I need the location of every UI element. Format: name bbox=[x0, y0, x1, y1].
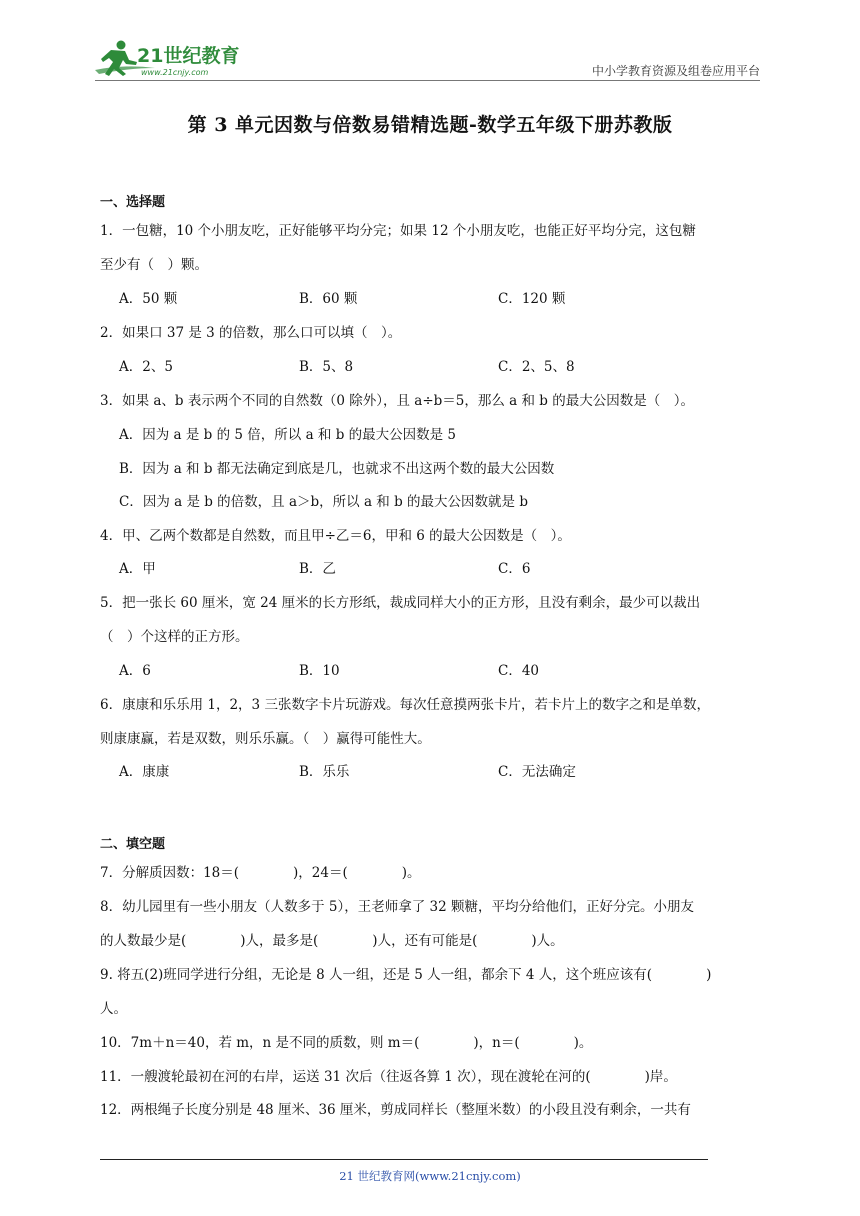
question-5-line-1: 5．把一张长 60 厘米，宽 24 厘米的长方形纸，裁成同样大小的正方形，且没有剩余，最少可以裁出 bbox=[100, 595, 701, 611]
section-choice-heading: 一、选择题 bbox=[100, 195, 166, 210]
question-5-line-2: （ ）个这样的正方形。 bbox=[100, 629, 249, 645]
logo-text: 21世纪教育 bbox=[137, 45, 240, 67]
question-7-line-1: 7．分解质因数：18＝( )，24＝( )。 bbox=[100, 865, 421, 881]
question-5-option-b: B．10 bbox=[299, 663, 340, 679]
question-2-option-c: C．2、5、8 bbox=[498, 359, 575, 375]
question-10-line-1: 10．7m＋n＝40，若 m，n 是不同的质数，则 m＝( )，n＝( )。 bbox=[100, 1035, 593, 1051]
question-1-line-2: 至少有（ ）颗。 bbox=[100, 257, 208, 273]
question-2-line-1: 2．如果口 37 是 3 的倍数，那么口可以填（ ）。 bbox=[100, 325, 402, 341]
question-11-line-1: 11．一艘渡轮最初在河的右岸，运送 31 次后（往返各算 1 次），现在渡轮在河的( )岸。 bbox=[100, 1069, 677, 1085]
question-4-option-c: C．6 bbox=[498, 561, 531, 577]
question-6-option-c: C．无法确定 bbox=[498, 764, 576, 780]
question-1-option-b: B．60 颗 bbox=[299, 291, 358, 307]
question-4-line-1: 4．甲、乙两个数都是自然数，而且甲÷乙＝6，甲和 6 的最大公因数是（ ）。 bbox=[100, 528, 571, 544]
question-5-option-a: A．6 bbox=[119, 663, 151, 679]
footer-divider bbox=[100, 1159, 708, 1160]
question-9-line-2: 人。 bbox=[100, 1001, 127, 1017]
question-9-line-1: 9. 将五(2)班同学进行分组，无论是 8 人一组，还是 5 人一组，都余下 4 人，这个班应该有( ) bbox=[100, 967, 712, 983]
page-header bbox=[95, 30, 760, 80]
question-2-option-a: A．2、5 bbox=[119, 359, 173, 375]
logo-url: www.21cnjy.com bbox=[141, 68, 209, 77]
question-3-option-c: C．因为 a 是 b 的倍数，且 a＞b，所以 a 和 b 的最大公因数就是 b bbox=[119, 494, 528, 510]
question-1-option-c: C．120 颗 bbox=[498, 291, 566, 307]
question-6-option-a: A．康康 bbox=[119, 764, 170, 780]
footer-link[interactable]: 21 世纪教育网(www.21cnjy.com) bbox=[339, 1169, 521, 1183]
question-3-option-a: A．因为 a 是 b 的 5 倍，所以 a 和 b 的最大公因数是 5 bbox=[119, 427, 457, 443]
question-5-option-c: C．40 bbox=[498, 663, 540, 679]
question-12-line-1: 12．两根绳子长度分别是 48 厘米、36 厘米，剪成同样长（整厘米数）的小段且没有剩余，一共有 bbox=[100, 1102, 691, 1118]
question-1-option-a: A．50 颗 bbox=[119, 291, 178, 307]
platform-name: 中小学教育资源及组卷应用平台 bbox=[591, 64, 760, 78]
question-8-line-1: 8．幼儿园里有一些小朋友（人数多于 5），王老师拿了 32 颗糖，平均分给他们，正好分完。小朋友 bbox=[100, 899, 694, 915]
question-4-option-a: A．甲 bbox=[119, 561, 156, 577]
site-logo bbox=[95, 38, 265, 78]
header-divider bbox=[95, 80, 760, 81]
question-6-line-1: 6．康康和乐乐用 1，2，3 三张数字卡片玩游戏。每次任意摸两张卡片，若卡片上的数字之和是单数， bbox=[100, 697, 710, 713]
question-3-option-b: B．因为 a 和 b 都无法确定到底是几，也就求不出这两个数的最大公因数 bbox=[119, 461, 555, 477]
question-6-option-b: B．乐乐 bbox=[299, 764, 350, 780]
question-6-line-2: 则康康赢，若是双数，则乐乐赢。（ ）赢得可能性大。 bbox=[100, 731, 431, 747]
page-title: 第 3 单元因数与倍数易错精选题-数学五年级下册苏教版 bbox=[187, 114, 673, 136]
question-2-option-b: B．5、8 bbox=[299, 359, 354, 375]
question-4-option-b: B．乙 bbox=[299, 561, 336, 577]
section-fill-heading: 二、填空题 bbox=[100, 837, 166, 852]
question-8-line-2: 的人数最少是( )人，最多是( )人，还有可能是( )人。 bbox=[100, 933, 564, 949]
question-3-line-1: 3．如果 a、b 表示两个不同的自然数（0 除外），且 a÷b＝5，那么 a 和 b 的最大公因数是（ ）。 bbox=[100, 393, 694, 409]
question-1-line-1: 1．一包糖，10 个小朋友吃，正好能够平均分完；如果 12 个小朋友吃，也能正好平均分完，这包糖 bbox=[100, 223, 696, 239]
